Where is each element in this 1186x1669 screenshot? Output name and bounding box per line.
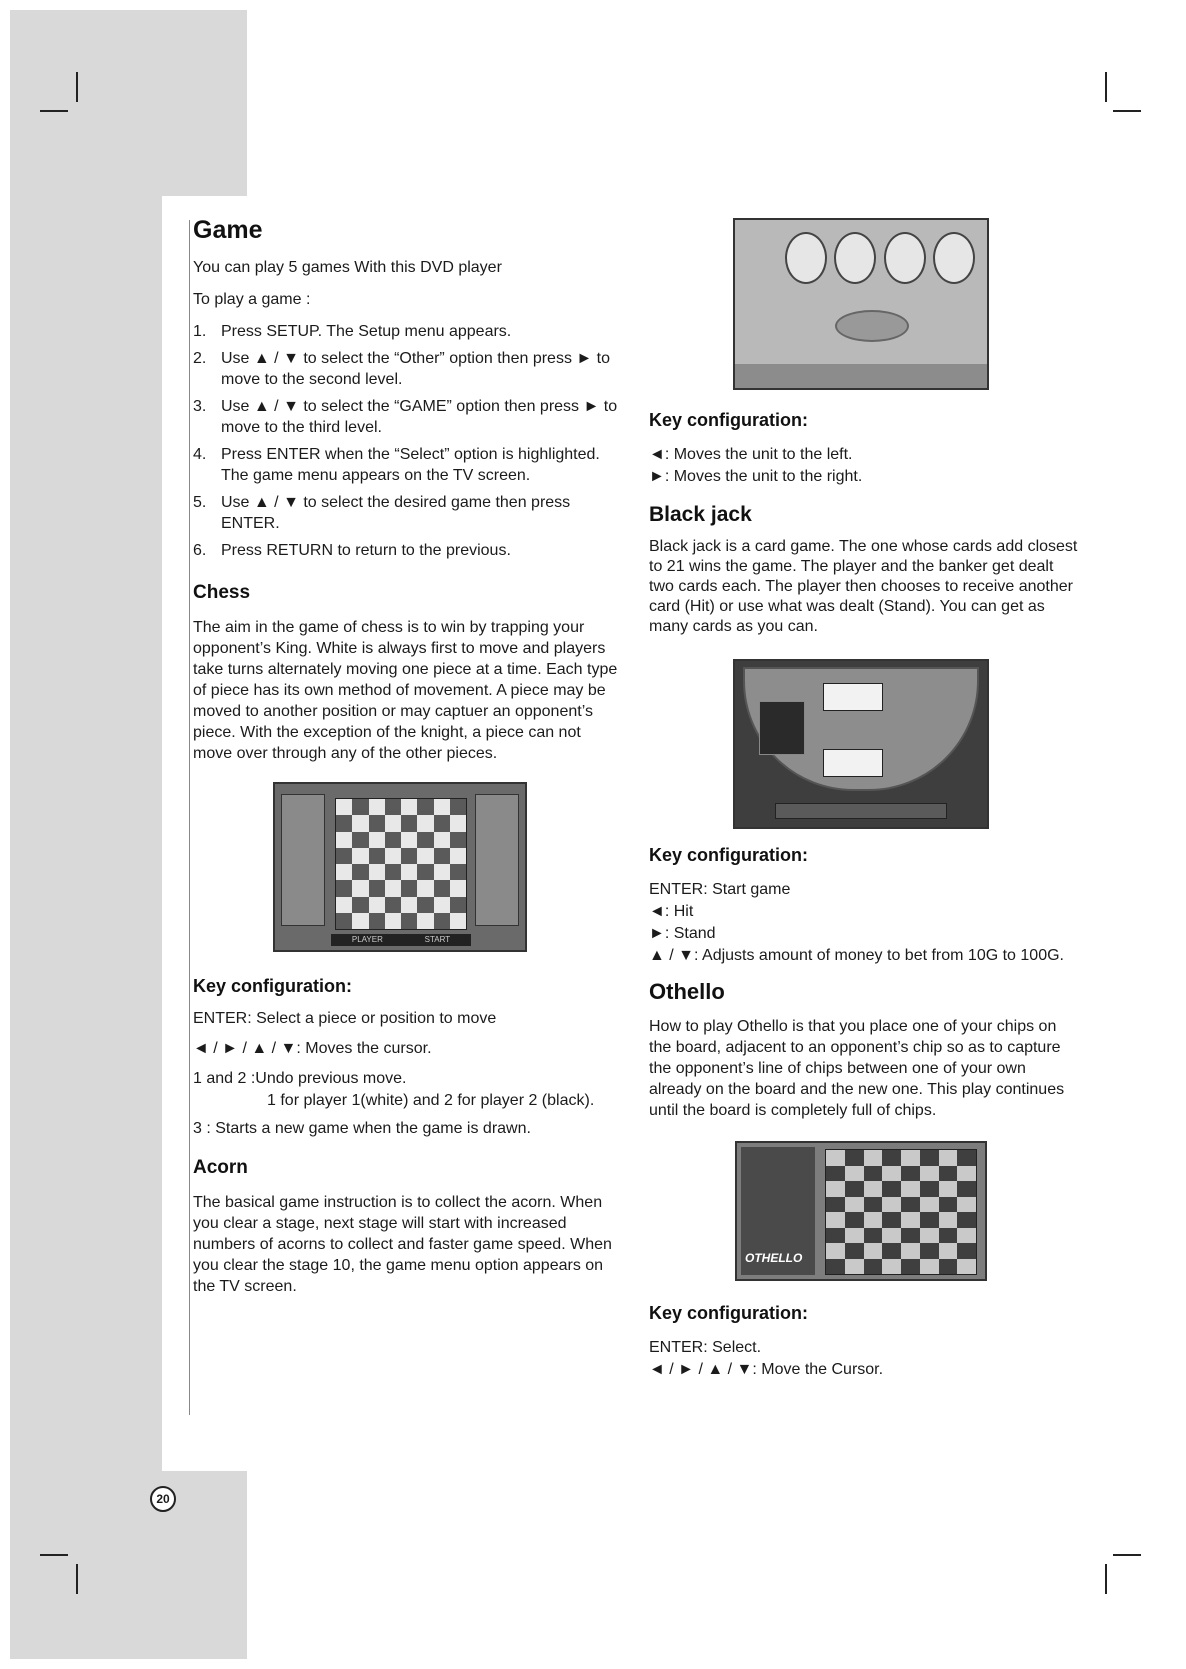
chess-side-panel xyxy=(281,794,325,926)
othello-square xyxy=(882,1228,901,1244)
kc-arrows: ◄ / ► / ▲ / ▼: Moves the cursor. xyxy=(193,1040,432,1057)
list-item: 5. Use ▲ / ▼ to select the desired game then press ENTER. xyxy=(193,494,571,532)
chess-body: The aim in the game of chess is to win by trapping your opponent’s King. White is always first to move and players take turns alternately moving one piece at a time. Each type of piece has its own method of movement. A piece may be moved to another position or may captuer an opponent’s piece. With the exception of the knight, a piece can not move over through any of the other pieces. xyxy=(193,619,618,762)
chess-square xyxy=(369,864,385,880)
othello-square xyxy=(901,1166,920,1182)
chess-square xyxy=(385,880,401,896)
othello-square xyxy=(901,1243,920,1259)
kc-new-game: 3 : Starts a new game when the game is drawn. xyxy=(193,1120,531,1137)
othello-square xyxy=(845,1181,864,1197)
chess-square xyxy=(385,832,401,848)
chess-square xyxy=(417,913,433,929)
othello-square xyxy=(882,1181,901,1197)
chess-square xyxy=(385,799,401,815)
othello-square xyxy=(826,1150,845,1166)
chess-square xyxy=(417,897,433,913)
chess-title: Chess xyxy=(193,582,251,603)
chess-screenshot xyxy=(273,782,527,952)
chess-square xyxy=(336,897,352,913)
crop-mark xyxy=(1105,1564,1107,1594)
othello-square xyxy=(882,1166,901,1182)
othello-square xyxy=(920,1212,939,1228)
list-item: 2. Use ▲ / ▼ to select the “Other” option then press ► to move to the second level. xyxy=(193,350,611,388)
acorn-trees xyxy=(785,232,975,292)
othello-square xyxy=(826,1228,845,1244)
othello-square xyxy=(864,1212,883,1228)
othello-square xyxy=(901,1228,920,1244)
othello-square xyxy=(882,1259,901,1275)
othello-square xyxy=(939,1212,958,1228)
chess-square xyxy=(434,913,450,929)
chess-square xyxy=(417,815,433,831)
othello-square xyxy=(864,1197,883,1213)
chess-square xyxy=(434,897,450,913)
chess-square xyxy=(352,880,368,896)
kc-right: ►: Moves the unit to the right. xyxy=(649,468,863,485)
kc-bet: ▲ / ▼: Adjusts amount of money to bet from 10G to 100G. xyxy=(649,947,1064,964)
chess-square xyxy=(434,832,450,848)
kc-enter: ENTER: Select a piece or position to move xyxy=(193,1010,497,1027)
chess-square xyxy=(385,897,401,913)
othello-key-config xyxy=(649,1337,1079,1380)
chess-square xyxy=(450,832,466,848)
othello-square xyxy=(920,1243,939,1259)
kc-left: ◄: Moves the unit to the left. xyxy=(649,446,853,463)
othello-square xyxy=(864,1243,883,1259)
player-cards xyxy=(823,749,883,777)
crop-mark xyxy=(1113,1554,1141,1556)
chess-square xyxy=(417,799,433,815)
othello-square xyxy=(845,1259,864,1275)
othello-square xyxy=(901,1150,920,1166)
list-item: 3. Use ▲ / ▼ to select the “GAME” option then press ► to move to the third level. xyxy=(193,398,618,436)
othello-square xyxy=(901,1259,920,1275)
chess-square xyxy=(401,799,417,815)
game-intro: You can play 5 games With this DVD player xyxy=(193,259,502,276)
chess-square xyxy=(352,864,368,880)
othello-square xyxy=(920,1197,939,1213)
othello-square xyxy=(864,1181,883,1197)
othello-square xyxy=(845,1212,864,1228)
othello-square xyxy=(939,1166,958,1182)
othello-square xyxy=(957,1197,976,1213)
othello-square xyxy=(920,1181,939,1197)
list-item: 1. Press SETUP. The Setup menu appears. xyxy=(193,323,512,340)
crop-mark xyxy=(1105,72,1107,102)
chess-square xyxy=(417,880,433,896)
chess-square xyxy=(352,897,368,913)
chess-square xyxy=(369,815,385,831)
chess-square xyxy=(352,848,368,864)
chess-board xyxy=(335,798,467,930)
kc-stand: ►: Stand xyxy=(649,925,716,942)
chess-status-bar: PLAYER START xyxy=(331,934,471,946)
othello-square xyxy=(901,1181,920,1197)
blackjack-buttons xyxy=(775,803,947,819)
margin-strip-top xyxy=(10,10,247,196)
chess-square xyxy=(450,913,466,929)
column-rule xyxy=(189,220,190,1415)
othello-square xyxy=(920,1150,939,1166)
blackjack-screenshot xyxy=(733,659,989,829)
blackjack-menu xyxy=(759,701,805,755)
othello-square xyxy=(882,1243,901,1259)
banker-cards xyxy=(823,683,883,711)
blackjack-key-config xyxy=(649,879,1079,966)
acorn-pond xyxy=(835,310,909,342)
chess-square xyxy=(401,864,417,880)
othello-body: How to play Othello is that you place one of your chips on the board, adjacent to an opponent’s chip so as to capture the opponent’s line of chips between one of your own already on the board and the new one. This play continues until the board is completely full of chips. xyxy=(649,1018,1065,1119)
othello-square xyxy=(939,1259,958,1275)
chess-square xyxy=(369,848,385,864)
chess-square xyxy=(385,913,401,929)
othello-square xyxy=(939,1197,958,1213)
chess-square xyxy=(401,913,417,929)
othello-square xyxy=(864,1166,883,1182)
othello-square xyxy=(939,1150,958,1166)
chess-square xyxy=(401,815,417,831)
chess-side-panel xyxy=(475,794,519,926)
othello-title: Othello xyxy=(649,979,725,1004)
othello-kc-title: Key configuration: xyxy=(649,1303,809,1323)
chess-square xyxy=(336,880,352,896)
left-column xyxy=(193,215,623,1307)
chess-square xyxy=(369,880,385,896)
othello-square xyxy=(826,1197,845,1213)
othello-square xyxy=(845,1150,864,1166)
chess-square xyxy=(434,799,450,815)
crop-mark xyxy=(40,110,68,112)
kc-arrows: ◄ / ► / ▲ / ▼: Move the Cursor. xyxy=(649,1361,884,1378)
chess-square xyxy=(385,815,401,831)
othello-square xyxy=(826,1181,845,1197)
othello-square xyxy=(901,1197,920,1213)
othello-square xyxy=(939,1181,958,1197)
acorn-ground xyxy=(735,364,987,388)
acorn-kc-title: Key configuration: xyxy=(649,410,809,430)
othello-square xyxy=(901,1212,920,1228)
othello-square xyxy=(939,1228,958,1244)
margin-strip-bottom xyxy=(10,1471,247,1659)
chess-square xyxy=(369,913,385,929)
kc-enter: ENTER: Select. xyxy=(649,1339,762,1356)
acorn-body: The basical game instruction is to collect the acorn. When you clear a stage, next stage will start with increased numbers of acorns to collect and faster game speed. When you clear the stage 10, the game menu option appears on the TV screen. xyxy=(193,1194,612,1295)
othello-square xyxy=(920,1259,939,1275)
kc-undo-detail: 1 for player 1(white) and 2 for player 2 (black). xyxy=(267,1092,595,1109)
right-column xyxy=(649,218,1079,1381)
othello-screenshot xyxy=(735,1141,987,1281)
crop-mark xyxy=(1113,110,1141,112)
chess-square xyxy=(450,864,466,880)
othello-square xyxy=(826,1212,845,1228)
chess-square xyxy=(336,848,352,864)
chess-square xyxy=(401,880,417,896)
chess-square xyxy=(336,832,352,848)
othello-square xyxy=(826,1243,845,1259)
othello-square xyxy=(920,1228,939,1244)
game-to-play: To play a game : xyxy=(193,291,311,308)
kc-enter: ENTER: Start game xyxy=(649,881,791,898)
othello-square xyxy=(957,1212,976,1228)
chess-square xyxy=(401,832,417,848)
chess-square xyxy=(385,864,401,880)
chess-square xyxy=(434,880,450,896)
othello-logo: OTHELLO xyxy=(745,1251,803,1265)
chess-square xyxy=(336,815,352,831)
chess-square xyxy=(417,848,433,864)
othello-square xyxy=(957,1181,976,1197)
othello-square xyxy=(864,1259,883,1275)
chess-square xyxy=(450,880,466,896)
chess-square xyxy=(450,897,466,913)
othello-square xyxy=(845,1243,864,1259)
game-title: Game xyxy=(193,216,263,244)
chess-square xyxy=(336,864,352,880)
othello-square xyxy=(864,1150,883,1166)
othello-square xyxy=(826,1259,845,1275)
othello-square xyxy=(957,1259,976,1275)
othello-square xyxy=(957,1243,976,1259)
kc-undo: 1 and 2 :Undo previous move. xyxy=(193,1070,407,1087)
crop-mark xyxy=(76,72,78,102)
chess-square xyxy=(401,848,417,864)
chess-square xyxy=(336,799,352,815)
chess-square xyxy=(434,864,450,880)
othello-square xyxy=(845,1228,864,1244)
othello-square xyxy=(939,1243,958,1259)
chess-square xyxy=(369,799,385,815)
othello-square xyxy=(920,1166,939,1182)
chess-square xyxy=(417,864,433,880)
othello-square xyxy=(957,1150,976,1166)
blackjack-kc-title: Key configuration: xyxy=(649,845,809,865)
acorn-title: Acorn xyxy=(193,1157,248,1178)
chess-square xyxy=(417,832,433,848)
margin-strip-left xyxy=(10,196,162,1471)
othello-square xyxy=(957,1228,976,1244)
chess-square xyxy=(352,815,368,831)
othello-square xyxy=(845,1197,864,1213)
chess-square xyxy=(450,799,466,815)
chess-square xyxy=(352,832,368,848)
othello-square xyxy=(882,1150,901,1166)
othello-square xyxy=(845,1166,864,1182)
chess-square xyxy=(352,913,368,929)
crop-mark xyxy=(76,1564,78,1594)
chess-square xyxy=(369,897,385,913)
chess-square xyxy=(352,799,368,815)
chess-square xyxy=(369,832,385,848)
chess-square xyxy=(450,848,466,864)
acorn-key-config xyxy=(649,444,1079,487)
chess-square xyxy=(434,848,450,864)
chess-key-config xyxy=(193,1008,623,1139)
othello-square xyxy=(957,1166,976,1182)
list-item: 6. Press RETURN to return to the previous. xyxy=(193,542,511,559)
kc-hit: ◄: Hit xyxy=(649,903,694,920)
blackjack-body: Black jack is a card game. The one whose cards add closest to 21 wins the game. The player and the banker get dealt two cards each. The player then chooses to receive another card (Hit) or use what was dealt (Stand). You can get as many cards as you can. xyxy=(649,538,1078,635)
othello-board xyxy=(825,1149,977,1275)
chess-square xyxy=(401,897,417,913)
chess-kc-title: Key configuration: xyxy=(193,976,353,996)
page-number: 20 xyxy=(150,1486,176,1512)
othello-square xyxy=(882,1197,901,1213)
list-item: 4. Press ENTER when the “Select” option is highlighted. The game menu appears on the TV screen. xyxy=(193,446,600,484)
othello-square xyxy=(826,1166,845,1182)
game-steps xyxy=(193,321,623,561)
othello-square xyxy=(882,1212,901,1228)
chess-square xyxy=(385,848,401,864)
crop-mark xyxy=(40,1554,68,1556)
chess-square xyxy=(336,913,352,929)
othello-square xyxy=(864,1228,883,1244)
chess-square xyxy=(450,815,466,831)
blackjack-title: Black jack xyxy=(649,503,752,526)
acorn-screenshot xyxy=(733,218,989,390)
chess-square xyxy=(434,815,450,831)
